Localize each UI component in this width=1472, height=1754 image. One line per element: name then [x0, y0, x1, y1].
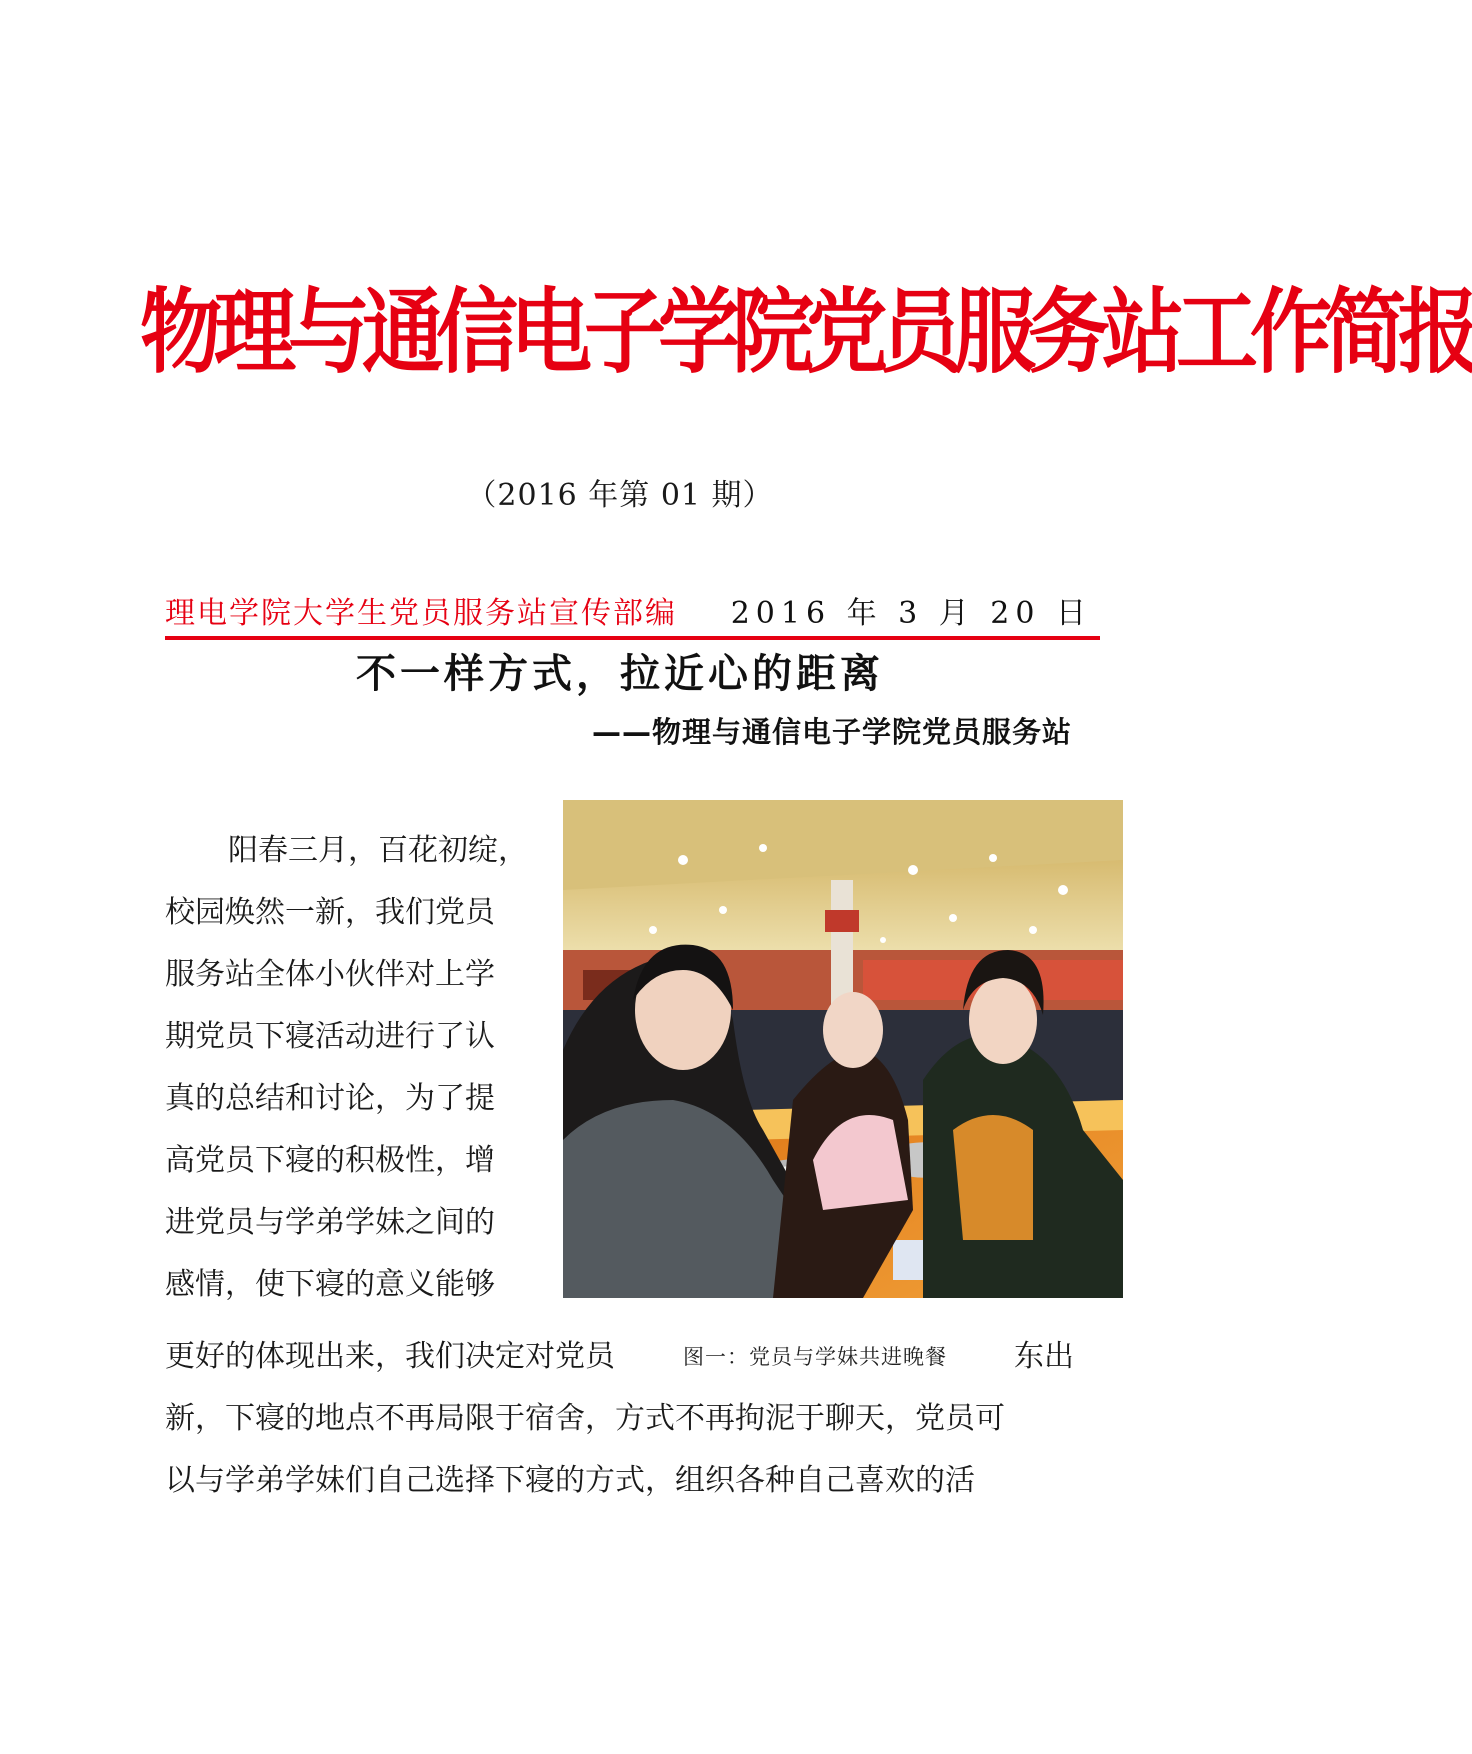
- body-line: 高党员下寝的积极性，增: [165, 1143, 495, 1178]
- body-line-continuation: 东出: [1014, 1339, 1074, 1374]
- header-divider: [165, 636, 1100, 640]
- body-line: 更好的体现出来，我们决定对党员: [165, 1339, 615, 1374]
- issue-number: （2016 年第 01 期）: [466, 478, 774, 513]
- body-line: 期党员下寝活动进行了认: [165, 1019, 495, 1054]
- masthead-title: 物理与通信电子学院党员服务站工作简报: [140, 280, 1472, 387]
- editor-credit: 理电学院大学生党员服务站宣传部编: [165, 596, 677, 631]
- publish-date: 2016 年 3 月 20 日: [730, 596, 1092, 631]
- figure-caption: 图一：党员与学妹共进晚餐: [683, 1342, 947, 1372]
- body-line: 校园焕然一新，我们党员: [165, 895, 495, 930]
- byline: [165, 592, 1100, 638]
- canteen-scene-image: [563, 800, 1123, 1298]
- article-subtitle: ——物理与通信电子学院党员服务站: [591, 715, 1072, 749]
- body-line: 以与学弟学妹们自己选择下寝的方式，组织各种自己喜欢的活: [165, 1463, 975, 1498]
- dinner-photo: [563, 800, 1123, 1298]
- body-line: 新，下寝的地点不再局限于宿舍，方式不再拘泥于聊天，党员可: [165, 1401, 1005, 1436]
- body-line: 服务站全体小伙伴对上学: [165, 957, 495, 992]
- article-title: 不一样方式，拉近心的距离: [356, 651, 884, 697]
- body-line: 真的总结和讨论，为了提: [165, 1081, 495, 1116]
- body-line: 感情，使下寝的意义能够: [165, 1267, 495, 1302]
- body-line: 阳春三月，百花初绽，: [198, 833, 528, 868]
- body-line: 进党员与学弟学妹之间的: [165, 1205, 495, 1240]
